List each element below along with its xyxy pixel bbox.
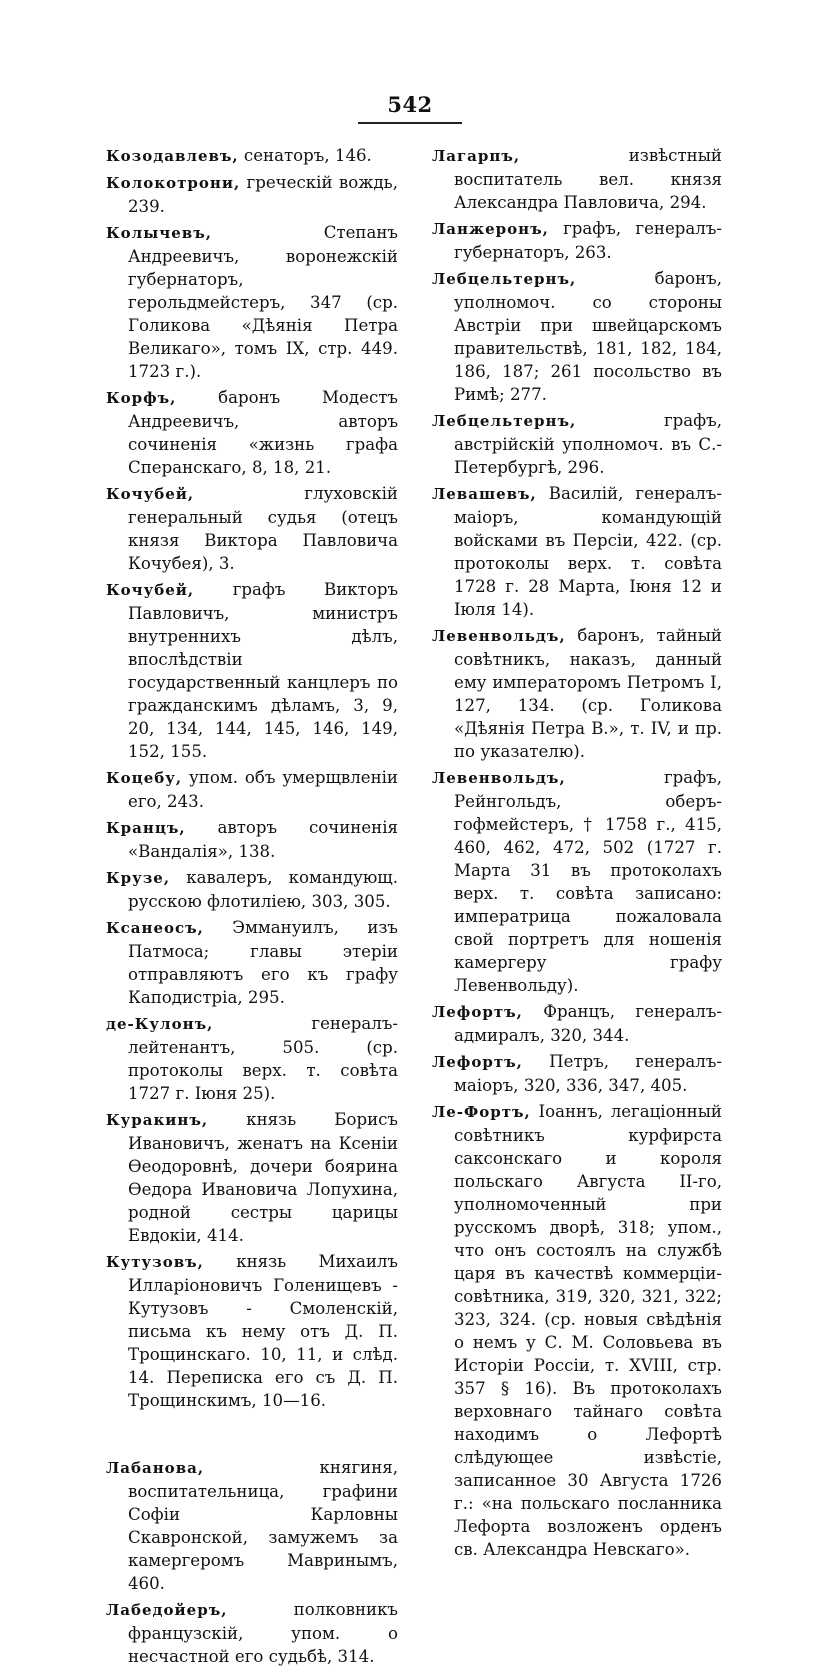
right-column: [432, 144, 722, 1564]
index-entry: [432, 217, 722, 264]
entry-heading: Козодавлевъ,: [106, 147, 239, 165]
index-entry: [106, 1598, 398, 1668]
index-entry: [432, 482, 722, 621]
entry-text: упом. объ умерщвленіи его, 243.: [128, 768, 398, 811]
entry-text: графъ, Рейнгольдъ, оберъ-гофмейстеръ, † 1758 г., 415, 460, 462, 472, 502 (1727 г. Марта 31 въ протоколахъ верх. т. совѣта записано: императрица пожаловала свой портретъ для ношенія камергеру графу Левенвольду).: [454, 768, 722, 995]
entry-heading: Левашевъ,: [432, 485, 537, 503]
index-entry: [106, 766, 398, 813]
entry-heading: Лефортъ,: [432, 1003, 523, 1021]
entry-heading: Кочубей,: [106, 485, 195, 503]
entry-text: баронъ, уполномоч. со стороны Австріи при швейцарскомъ правительствѣ, 181, 182, 184, 186, 187; 261 посольство въ Римѣ; 277.: [454, 269, 722, 404]
entry-text: графъ, австрійскій уполномоч. въ С.-Петербургѣ, 296.: [454, 411, 722, 477]
entry-heading: Ланжеронъ,: [432, 220, 549, 238]
entry-heading: Ксанеосъ,: [106, 919, 204, 937]
entry-text: графъ Викторъ Павловичъ, министръ внутреннихъ дѣлъ, впослѣдствіи государственный канцлеръ по гражданскимъ дѣламъ, 3, 9, 20, 134, 144, 145, 146, 149, 152, 155.: [128, 580, 398, 761]
entry-heading: Левенвольдъ,: [432, 627, 566, 645]
entry-text: Степанъ Андреевичъ, воронежскій губернаторъ, герольдмейстеръ, 347 (ср. Голикова «Дѣянія Петра Великаго», томъ IX, стр. 449. 1723 г.).: [128, 223, 398, 381]
index-entry: [106, 816, 398, 863]
index-entry: [106, 1250, 398, 1412]
index-entry: [106, 866, 398, 913]
entry-heading: Лагарпъ,: [432, 147, 521, 165]
entry-heading: Лабанова,: [106, 1459, 205, 1477]
entry-text: князь Михаилъ Илларіоновичъ Голенищевъ - Кутузовъ - Смоленскій, письма къ нему отъ Д. П. Трощинскаго. 10, 11, и слѣд. 14. Переписка его съ Д. П. Трощинскимъ, 10—16.: [128, 1252, 398, 1410]
index-entry: [106, 1456, 398, 1595]
index-entry: [432, 409, 722, 479]
page-number: 542: [387, 92, 433, 117]
entry-text: князь Борисъ Ивановичъ, женатъ на Ксеніи Ѳеодоровнѣ, дочери боярина Ѳедора Ивановича Лопухина, родной сестры царицы Евдокіи, 414.: [128, 1110, 398, 1245]
index-entry: [106, 1108, 398, 1247]
entry-heading: Колычевъ,: [106, 224, 212, 242]
entry-heading: Лебцельтернъ,: [432, 412, 577, 430]
entry-heading: Коцебу,: [106, 769, 183, 787]
index-entry: [432, 624, 722, 763]
entry-heading: Левенвольдъ,: [432, 769, 566, 787]
index-entry: [106, 221, 398, 383]
entry-heading: Крузе,: [106, 869, 171, 887]
index-entry: [432, 144, 722, 214]
entry-text: баронъ, тайный совѣтникъ, наказъ, данный ему императоромъ Петромъ I, 127, 134. (ср. Голикова «Дѣянія Петра В.», т. IV, и пр. по указателю).: [454, 626, 722, 761]
entry-text: Францъ, генералъ-адмиралъ, 320, 344.: [454, 1002, 722, 1045]
entry-text: баронъ Модестъ Андреевичъ, авторъ сочиненія «жизнь графа Сперанскаго, 8, 18, 21.: [128, 388, 398, 477]
entry-text: сенаторъ, 146.: [238, 146, 372, 165]
entry-text: глуховскій генеральный судья (отецъ князя Виктора Павловича Кочубея), 3.: [128, 484, 398, 573]
index-entry: [432, 1000, 722, 1047]
entry-heading: Кутузовъ,: [106, 1253, 204, 1271]
index-entry: [106, 916, 398, 1009]
entry-heading: Кранцъ,: [106, 819, 186, 837]
entry-text: кавалеръ, командующ. русскою флотиліею, 303, 305.: [128, 868, 398, 911]
index-entry: [432, 1050, 722, 1097]
index-entry: [106, 578, 398, 763]
header-rule: [358, 122, 462, 124]
index-entry: [106, 482, 398, 575]
entry-text: Эммануилъ, изъ Патмоса; главы этеріи отправляютъ его къ графу Каподистріа, 295.: [128, 918, 398, 1007]
entry-text: авторъ сочиненія «Вандалія», 138.: [128, 818, 398, 861]
index-entry: [106, 1012, 398, 1105]
entry-text: Василій, генералъ-маіоръ, командующій войсками въ Персіи, 422. (ср. протоколы верх. т. совѣта 1728 г. 28 Марта, Іюня 12 и Іюля 14).: [454, 484, 722, 619]
entry-text: полковникъ французскій, упом. о несчастной его судьбѣ, 314.: [128, 1600, 398, 1666]
entry-heading: Колокотрони,: [106, 174, 241, 192]
entry-heading: Лефортъ,: [432, 1053, 523, 1071]
entry-text: греческій вождь, 239.: [128, 173, 398, 216]
index-entry: [432, 1100, 722, 1561]
entry-heading: Куракинъ,: [106, 1111, 209, 1129]
index-entry: [106, 144, 398, 168]
entry-heading: Лабедойеръ,: [106, 1601, 228, 1619]
entry-text: графъ, генералъ-губернаторъ, 263.: [454, 219, 722, 262]
entry-heading: де-Кулонъ,: [106, 1015, 214, 1033]
entry-text: Іоаннъ, легаціонный совѣтникъ курфирста саксонскаго и короля польскаго Августа II-го, уполномоченный при русскомъ дворѣ, 318; упом., что онъ состоялъ на службѣ царя въ качествѣ коммерціи-совѣтника, 319, 320, 321, 322; 323, 324. (ср. новыя свѣдѣнія о немъ у С. М. Соловьева въ Исторіи Россіи, т. XVIII, стр. 357 § 16). Въ протоколахъ верховнаго тайнаго совѣта находимъ о Лефортѣ слѣдующее извѣстіе, записанное 30 Августа 1726 г.: «на польскаго посланника Лефорта возложенъ орденъ св. Александра Невскаго».: [454, 1102, 722, 1559]
entry-heading: Лебцельтернъ,: [432, 270, 577, 288]
index-entry: [432, 766, 722, 997]
entry-text: извѣстный воспитатель вел. князя Александра Павловича, 294.: [454, 146, 722, 212]
index-entry: [432, 267, 722, 406]
index-entry: [106, 171, 398, 218]
left-column: [106, 144, 398, 1671]
entry-text: Петръ, генералъ-маіоръ, 320, 336, 347, 405.: [454, 1052, 722, 1095]
entry-text: княгиня, воспитательница, графини Софіи Карловны Скавронской, замужемъ за камергеромъ Мавринымъ, 460.: [128, 1458, 398, 1593]
entry-heading: Кочубей,: [106, 581, 195, 599]
entry-text: генералъ-лейтенантъ, 505. (ср. протоколы верх. т. совѣта 1727 г. Іюня 25).: [128, 1014, 398, 1103]
entry-heading: Ле-Фортъ,: [432, 1103, 531, 1121]
entry-heading: Корфъ,: [106, 389, 177, 407]
index-entry: [106, 386, 398, 479]
